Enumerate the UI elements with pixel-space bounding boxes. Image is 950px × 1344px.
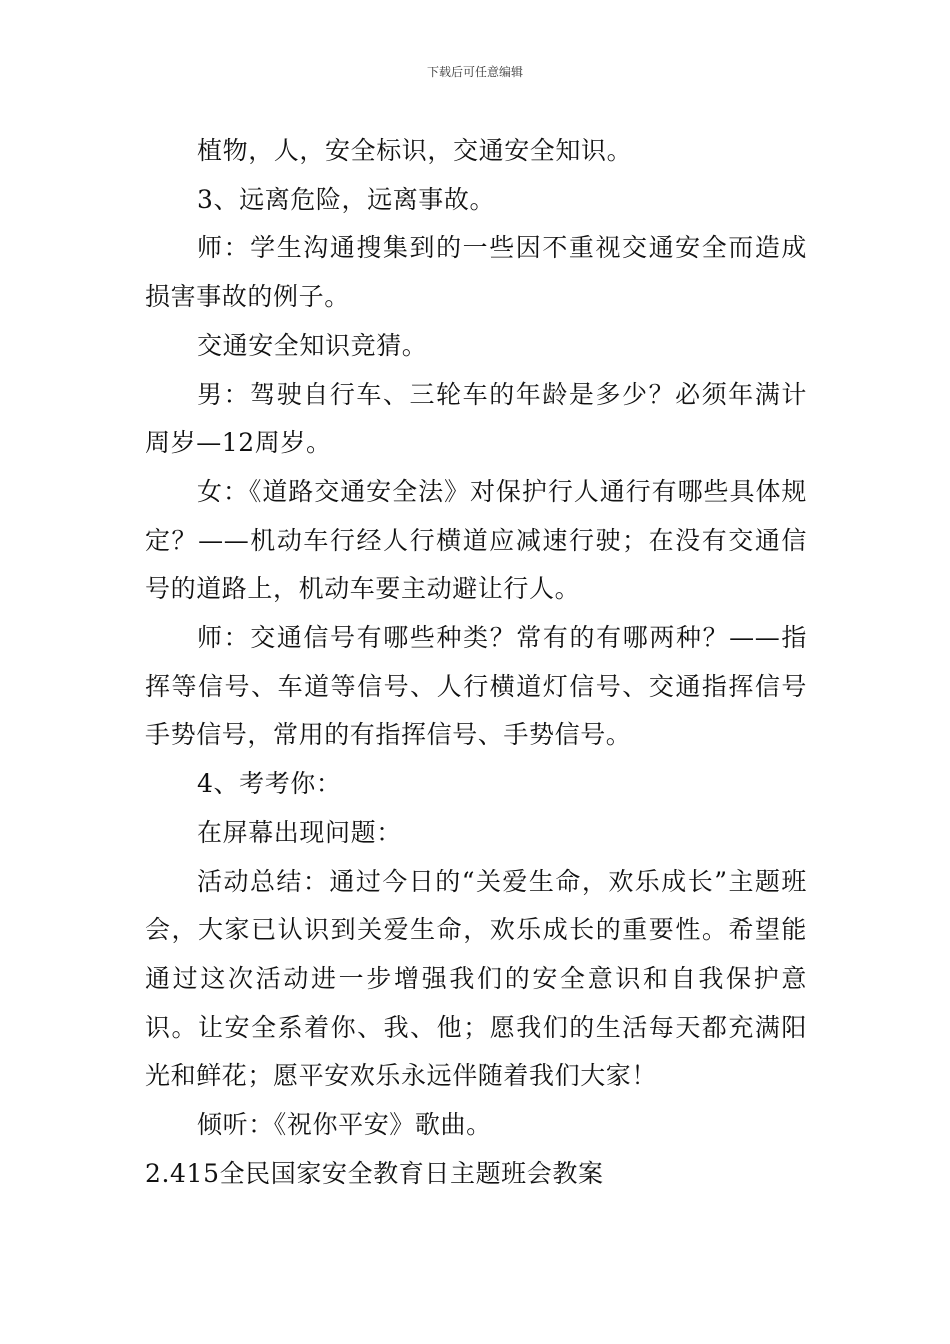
paragraph-9: 在屏幕出现问题： xyxy=(197,817,402,847)
document-body xyxy=(145,127,807,1198)
page-header: 下载后可任意编辑 xyxy=(426,65,523,79)
paragraph-2: 3、远离危险，远离事故。 xyxy=(197,184,496,214)
paragraph-5: 男：驾驶自行车、三轮车的年龄是多少？必须年满计周岁—12周岁。 xyxy=(145,379,807,458)
paragraph-7: 师：交通信号有哪些种类？常有的有哪两种？——指挥等信号、车道等信号、人行横道灯信号、交通指挥信号手势信号，常用的有指挥信号、手势信号。 xyxy=(145,623,807,750)
paragraph-3: 师：学生沟通搜集到的一些因不重视交通安全而造成损害事故的例子。 xyxy=(145,233,807,312)
paragraph-4: 交通安全知识竞猜。 xyxy=(197,330,428,360)
paragraph-10: 活动总结：通过今日的“关爱生命，欢乐成长”主题班会，大家已认识到关爱生命，欢乐成长的重要性。希望能通过这次活动进一步增强我们的安全意识和自我保护意识。让安全系着你、我、他；愿我们的生活每天都充满阳光和鲜花；愿平安欢乐永远伴随着我们大家！ xyxy=(145,866,807,1091)
section-heading: 2.415全民国家安全教育日主题班会教案 xyxy=(145,1158,604,1188)
paragraph-8: 4、考考你： xyxy=(197,769,342,799)
paragraph-6: 女：《道路交通安全法》对保护行人通行有哪些具体规定？——机动车行经人行横道应减速行驶；在没有交通信号的道路上，机动车要主动避让行人。 xyxy=(145,476,807,604)
paragraph-1: 植物，人，安全标识，交通安全知识。 xyxy=(197,136,633,165)
paragraph-11: 倾听：《祝你平安》歌曲。 xyxy=(197,1110,492,1140)
